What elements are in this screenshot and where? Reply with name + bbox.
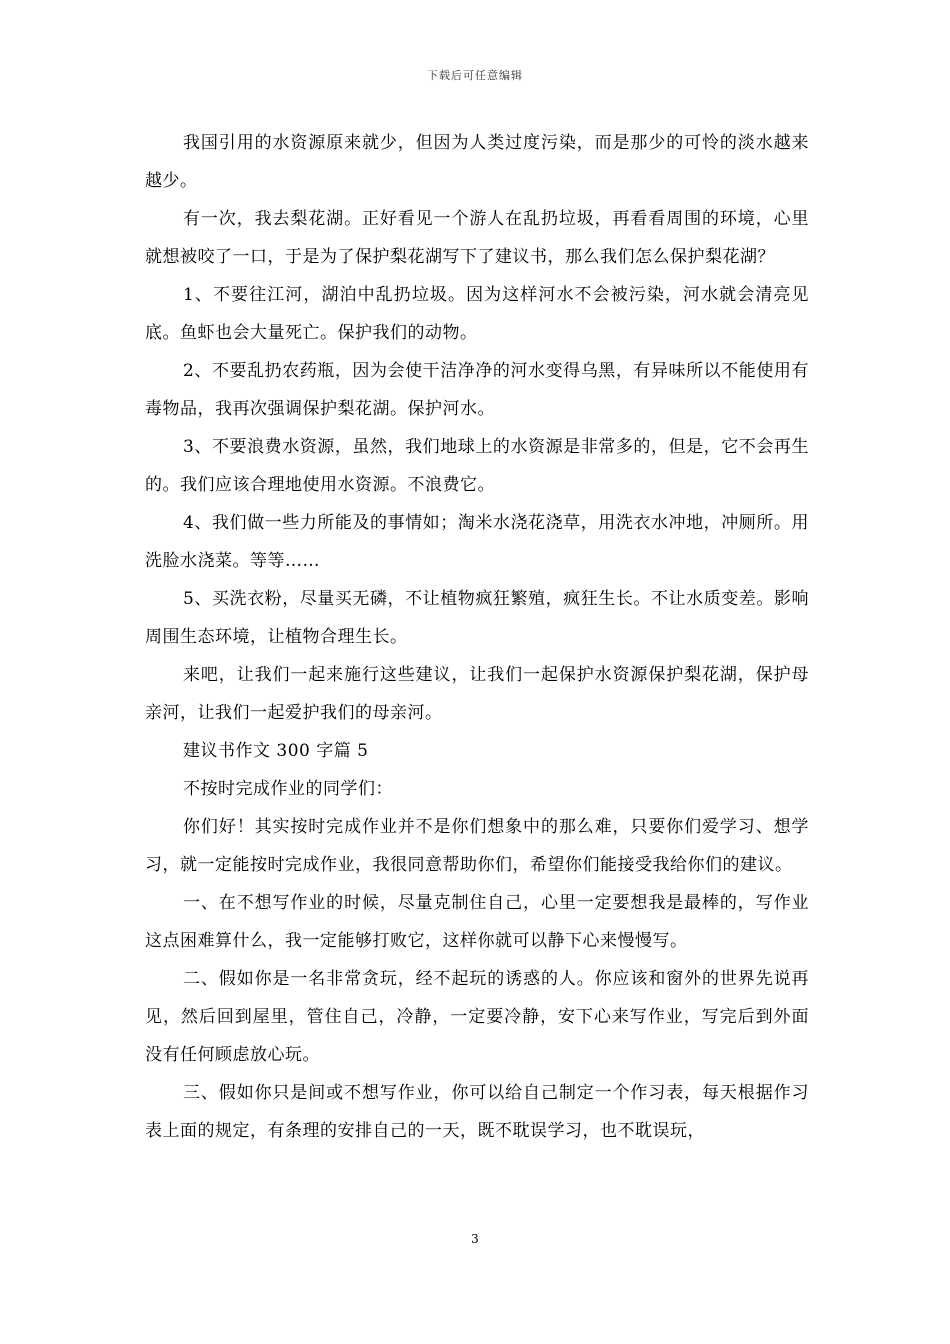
page-number: 3 [471, 1232, 479, 1246]
list-item: 2、不要乱扔农药瓶，因为会使干洁净净的河水变得乌黑，有异味所以不能使用有毒物品，我再次强调保护梨花湖。保护河水。 [145, 361, 809, 419]
paragraph: 我国引用的水资源原来就少，但因为人类过度污染，而是那少的可怜的淡水越来越少。 [145, 133, 809, 191]
paragraph: 有一次，我去梨花湖。正好看见一个游人在乱扔垃圾，再看看周围的环境，心里就想被咬了一口，于是为了保护梨花湖写下了建议书，那么我们怎么保护梨花湖？ [145, 209, 809, 267]
paragraph: 你们好！其实按时完成作业并不是你们想象中的那么难，只要你们爱学习、想学习，就一定能按时完成作业，我很同意帮助你们，希望你们能接受我给你们的建议。 [145, 817, 809, 875]
list-item: 5、买洗衣粉，尽量买无磷，不让植物疯狂繁殖，疯狂生长。不让水质变差。影响周围生态环境，让植物合理生长。 [145, 589, 809, 647]
list-item: 三、假如你只是间或不想写作业，你可以给自己制定一个作习表，每天根据作习表上面的规定，有条理的安排自己的一天，既不耽误学习，也不耽误玩， [145, 1083, 809, 1141]
document-body [145, 124, 809, 1150]
list-item: 3、不要浪费水资源，虽然，我们地球上的水资源是非常多的，但是，它不会再生的。我们应该合理地使用水资源。不浪费它。 [145, 437, 809, 495]
salutation: 不按时完成作业的同学们： [183, 779, 393, 799]
list-item: 4、我们做一些力所能及的事情如；淘米水浇花浇草，用洗衣水冲地，冲厕所。用洗脸水浇菜。等等…… [145, 513, 809, 571]
paragraph: 来吧，让我们一起来施行这些建议，让我们一起保护水资源保护梨花湖，保护母亲河，让我们一起爱护我们的母亲河。 [145, 665, 809, 723]
list-item: 二、假如你是一名非常贪玩，经不起玩的诱惑的人。你应该和窗外的世界先说再见，然后回到屋里，管住自己，冷静，一定要冷静，安下心来写作业，写完后到外面没有任何顾虑放心玩。 [145, 969, 809, 1065]
list-item: 一、在不想写作业的时候，尽量克制住自己，心里一定要想我是最棒的，写作业这点困难算什么，我一定能够打败它，这样你就可以静下心来慢慢写。 [145, 893, 809, 951]
list-item: 1、不要往江河，湖泊中乱扔垃圾。因为这样河水不会被污染，河水就会清亮见底。鱼虾也会大量死亡。保护我们的动物。 [145, 285, 809, 343]
section-title: 建议书作文 300 字篇 5 [183, 741, 369, 761]
page-header: 下载后可任意编辑 [427, 69, 523, 82]
